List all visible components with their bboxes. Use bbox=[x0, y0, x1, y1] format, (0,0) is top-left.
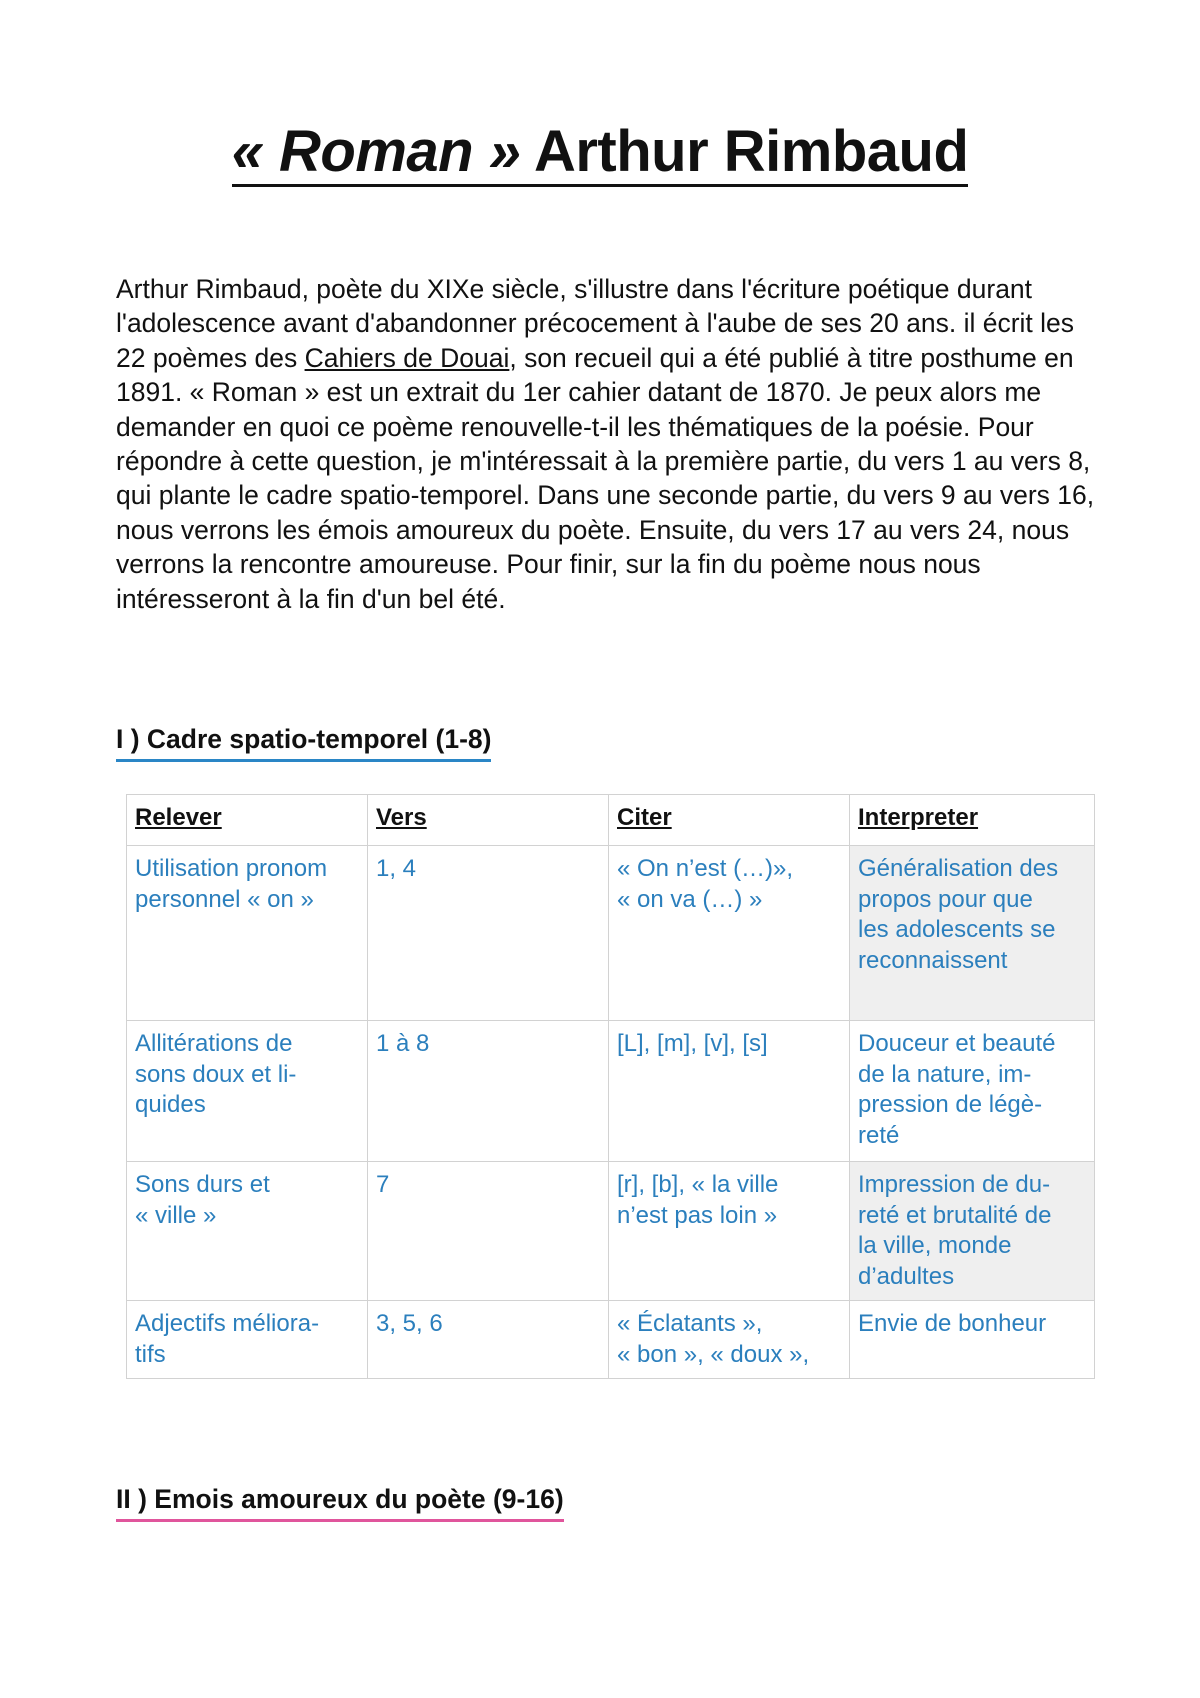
cell-vers: 1, 4 bbox=[368, 846, 609, 1021]
header-relever: Relever bbox=[127, 795, 368, 846]
collection-title: Cahiers de Douai bbox=[304, 342, 510, 373]
cell-interpreter: Envie de bonheur bbox=[850, 1301, 1095, 1379]
intro-text-part1: Arthur Rimbaud, poète du XIXe siècle, s'illustre dans l'écriture poétique durant l'adolescence avant d'abandonner précocement à l'aube de ses 20 ans. il écrit les 22 poèmes des bbox=[116, 274, 1075, 373]
title-work: Roman bbox=[279, 119, 474, 184]
table-row bbox=[127, 1301, 1095, 1379]
cell-relever: Sons durs et « ville » bbox=[127, 1162, 368, 1301]
table-row bbox=[127, 1162, 1095, 1301]
cell-citer: « On n’est (…)», « on va (…) » bbox=[609, 846, 850, 1021]
cell-vers: 3, 5, 6 bbox=[368, 1301, 609, 1379]
page-title bbox=[0, 112, 1200, 192]
title-open-quote: « bbox=[231, 119, 264, 184]
table-header-row bbox=[127, 795, 1095, 846]
table-row bbox=[127, 1021, 1095, 1162]
title-underline bbox=[232, 120, 969, 187]
section-heading-2: II ) Emois amoureux du poète (9-16) bbox=[116, 1482, 564, 1522]
cell-relever: Utilisation pronom personnel « on » bbox=[127, 846, 368, 1021]
cell-interpreter: Douceur et beauté de la nature, im- pression de légè- reté bbox=[850, 1021, 1095, 1162]
section-heading-1: I ) Cadre spatio-temporel (1-8) bbox=[116, 722, 491, 762]
cell-citer: [L], [m], [v], [s] bbox=[609, 1021, 850, 1162]
title-close-quote: » bbox=[488, 119, 521, 184]
cell-citer: « Éclatants », « bon », « doux », bbox=[609, 1301, 850, 1379]
cell-vers: 1 à 8 bbox=[368, 1021, 609, 1162]
cell-citer: [r], [b], « la ville n’est pas loin » bbox=[609, 1162, 850, 1301]
cell-relever: Adjectifs méliora- tifs bbox=[127, 1301, 368, 1379]
analysis-table bbox=[126, 794, 1095, 1379]
table-row bbox=[127, 846, 1095, 1021]
intro-paragraph bbox=[116, 272, 1096, 616]
header-citer: Citer bbox=[609, 795, 850, 846]
cell-interpreter: Généralisation des propos pour que les adolescents se reconnaissent bbox=[850, 846, 1095, 1021]
header-interpreter: Interpreter bbox=[850, 795, 1095, 846]
title-author: Arthur Rimbaud bbox=[533, 119, 969, 184]
cell-interpreter: Impression de du- reté et brutalité de la ville, monde d’adultes bbox=[850, 1162, 1095, 1301]
cell-vers: 7 bbox=[368, 1162, 609, 1301]
cell-relever: Allitérations de sons doux et li- quides bbox=[127, 1021, 368, 1162]
intro-text-part2: , son recueil qui a été publié à titre posthume en 1891. « Roman » est un extrait du 1er cahier datant de 1870. Je peux alors me demander en quoi ce poème renouvelle-t-il les thématiques de la poésie. Pour répondre à cette question, je m'intéressait à la première partie, du vers 1 au vers 8, qui plante le cadre spatio-temporel. Dans une seconde partie, du vers 9 au vers 16, nous verrons les émois amoureux du poète. Ensuite, du vers 17 au vers 24, nous verrons la rencontre amoureuse. Pour finir, sur la fin du poème nous nous intéresseront à la fin d'un bel été. bbox=[116, 342, 1095, 614]
header-vers: Vers bbox=[368, 795, 609, 846]
